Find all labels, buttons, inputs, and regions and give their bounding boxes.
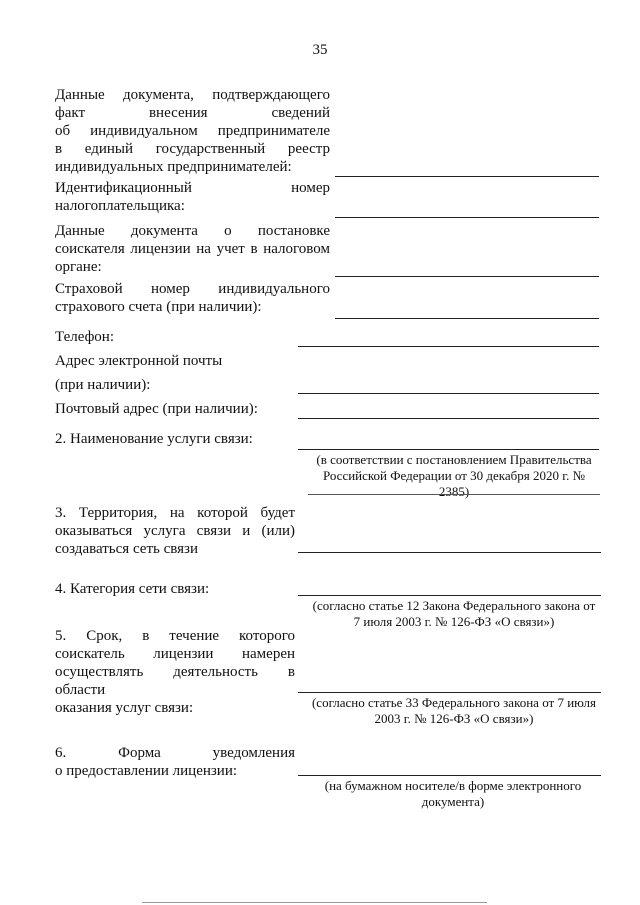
label-line: Данные документа о постановке [55,223,330,239]
email-input-line[interactable] [298,393,599,394]
service-name-input-line[interactable] [298,449,599,450]
term-note: (согласно статье 33 Федерального закона от 7 июля 2003 г. № 126-ФЗ «О связи») [311,695,597,726]
snils-label [55,280,330,316]
service-name-label: 2. Наименование услуги связи: [55,431,253,447]
term-label [55,627,295,717]
page-bottom-rule [142,902,487,903]
label-line: Данные документа, подтверждающего [55,87,330,103]
egrip-document-label [55,86,330,176]
label-line: об индивидуальном предпринимателе [55,123,330,139]
snils-input-line[interactable] [335,318,599,319]
service-name-note: (в соответствии с постановлением Правительства Российской Федерации от 30 декабря 2020 г. № 2385) [316,452,592,499]
label-line: осуществлять деятельность в области [55,664,295,698]
inn-label [55,179,330,215]
tax-registration-label [55,222,330,276]
phone-input-line[interactable] [298,346,599,347]
email-label [55,352,330,370]
label-line: страхового счета (при наличии): [55,299,262,315]
page-number: 35 [312,42,328,58]
notification-form-input-line[interactable] [298,775,601,776]
label-line: Страховой номер индивидуального [55,281,330,297]
label-line: о предоставлении лицензии: [55,763,238,779]
inn-input-line[interactable] [335,217,599,218]
territory-label [55,504,295,558]
label-line: оказываться услуга связи и (или) [55,523,295,539]
label-line: 6. Форма уведомления [55,745,295,761]
label-line: Адрес электронной почты [55,353,223,369]
service-name-note-rule [308,494,600,495]
label-line: 5. Срок, в течение которого [55,628,295,644]
label-line: оказания услуг связи: [55,700,194,716]
label-line: в единый государственный реестр [55,141,330,157]
notification-form-note: (на бумажном носителе/в форме электронного документа) [324,778,582,809]
label-line: налогоплательщика: [55,198,185,214]
network-category-note: (согласно статье 12 Закона Федерального закона от 7 июля 2003 г. № 126-ФЗ «О связи») [312,598,596,629]
label-line: органе: [55,259,102,275]
label-line: факт внесения сведений [55,105,330,121]
label-line: соискатель лицензии намерен [55,646,295,662]
postal-address-label: Почтовый адрес (при наличии): [55,401,258,417]
territory-input-line[interactable] [298,552,601,553]
label-line: создаваться сеть связи [55,541,198,557]
term-input-line[interactable] [298,692,601,693]
postal-address-input-line[interactable] [298,418,599,419]
label-line: индивидуальных предпринимателей: [55,159,292,175]
egrip-document-input-line[interactable] [335,176,599,177]
tax-registration-input-line[interactable] [335,276,599,277]
notification-form-label [55,744,295,780]
network-category-label: 4. Категория сети связи: [55,581,210,597]
label-line: соискателя лицензии на учет в налоговом [55,241,330,257]
network-category-input-line[interactable] [298,595,601,596]
phone-label: Телефон: [55,329,114,345]
label-line: 3. Территория, на которой будет [55,505,295,521]
label-line: Идентификационный номер [55,180,330,196]
email-label-note: (при наличии): [55,377,151,393]
